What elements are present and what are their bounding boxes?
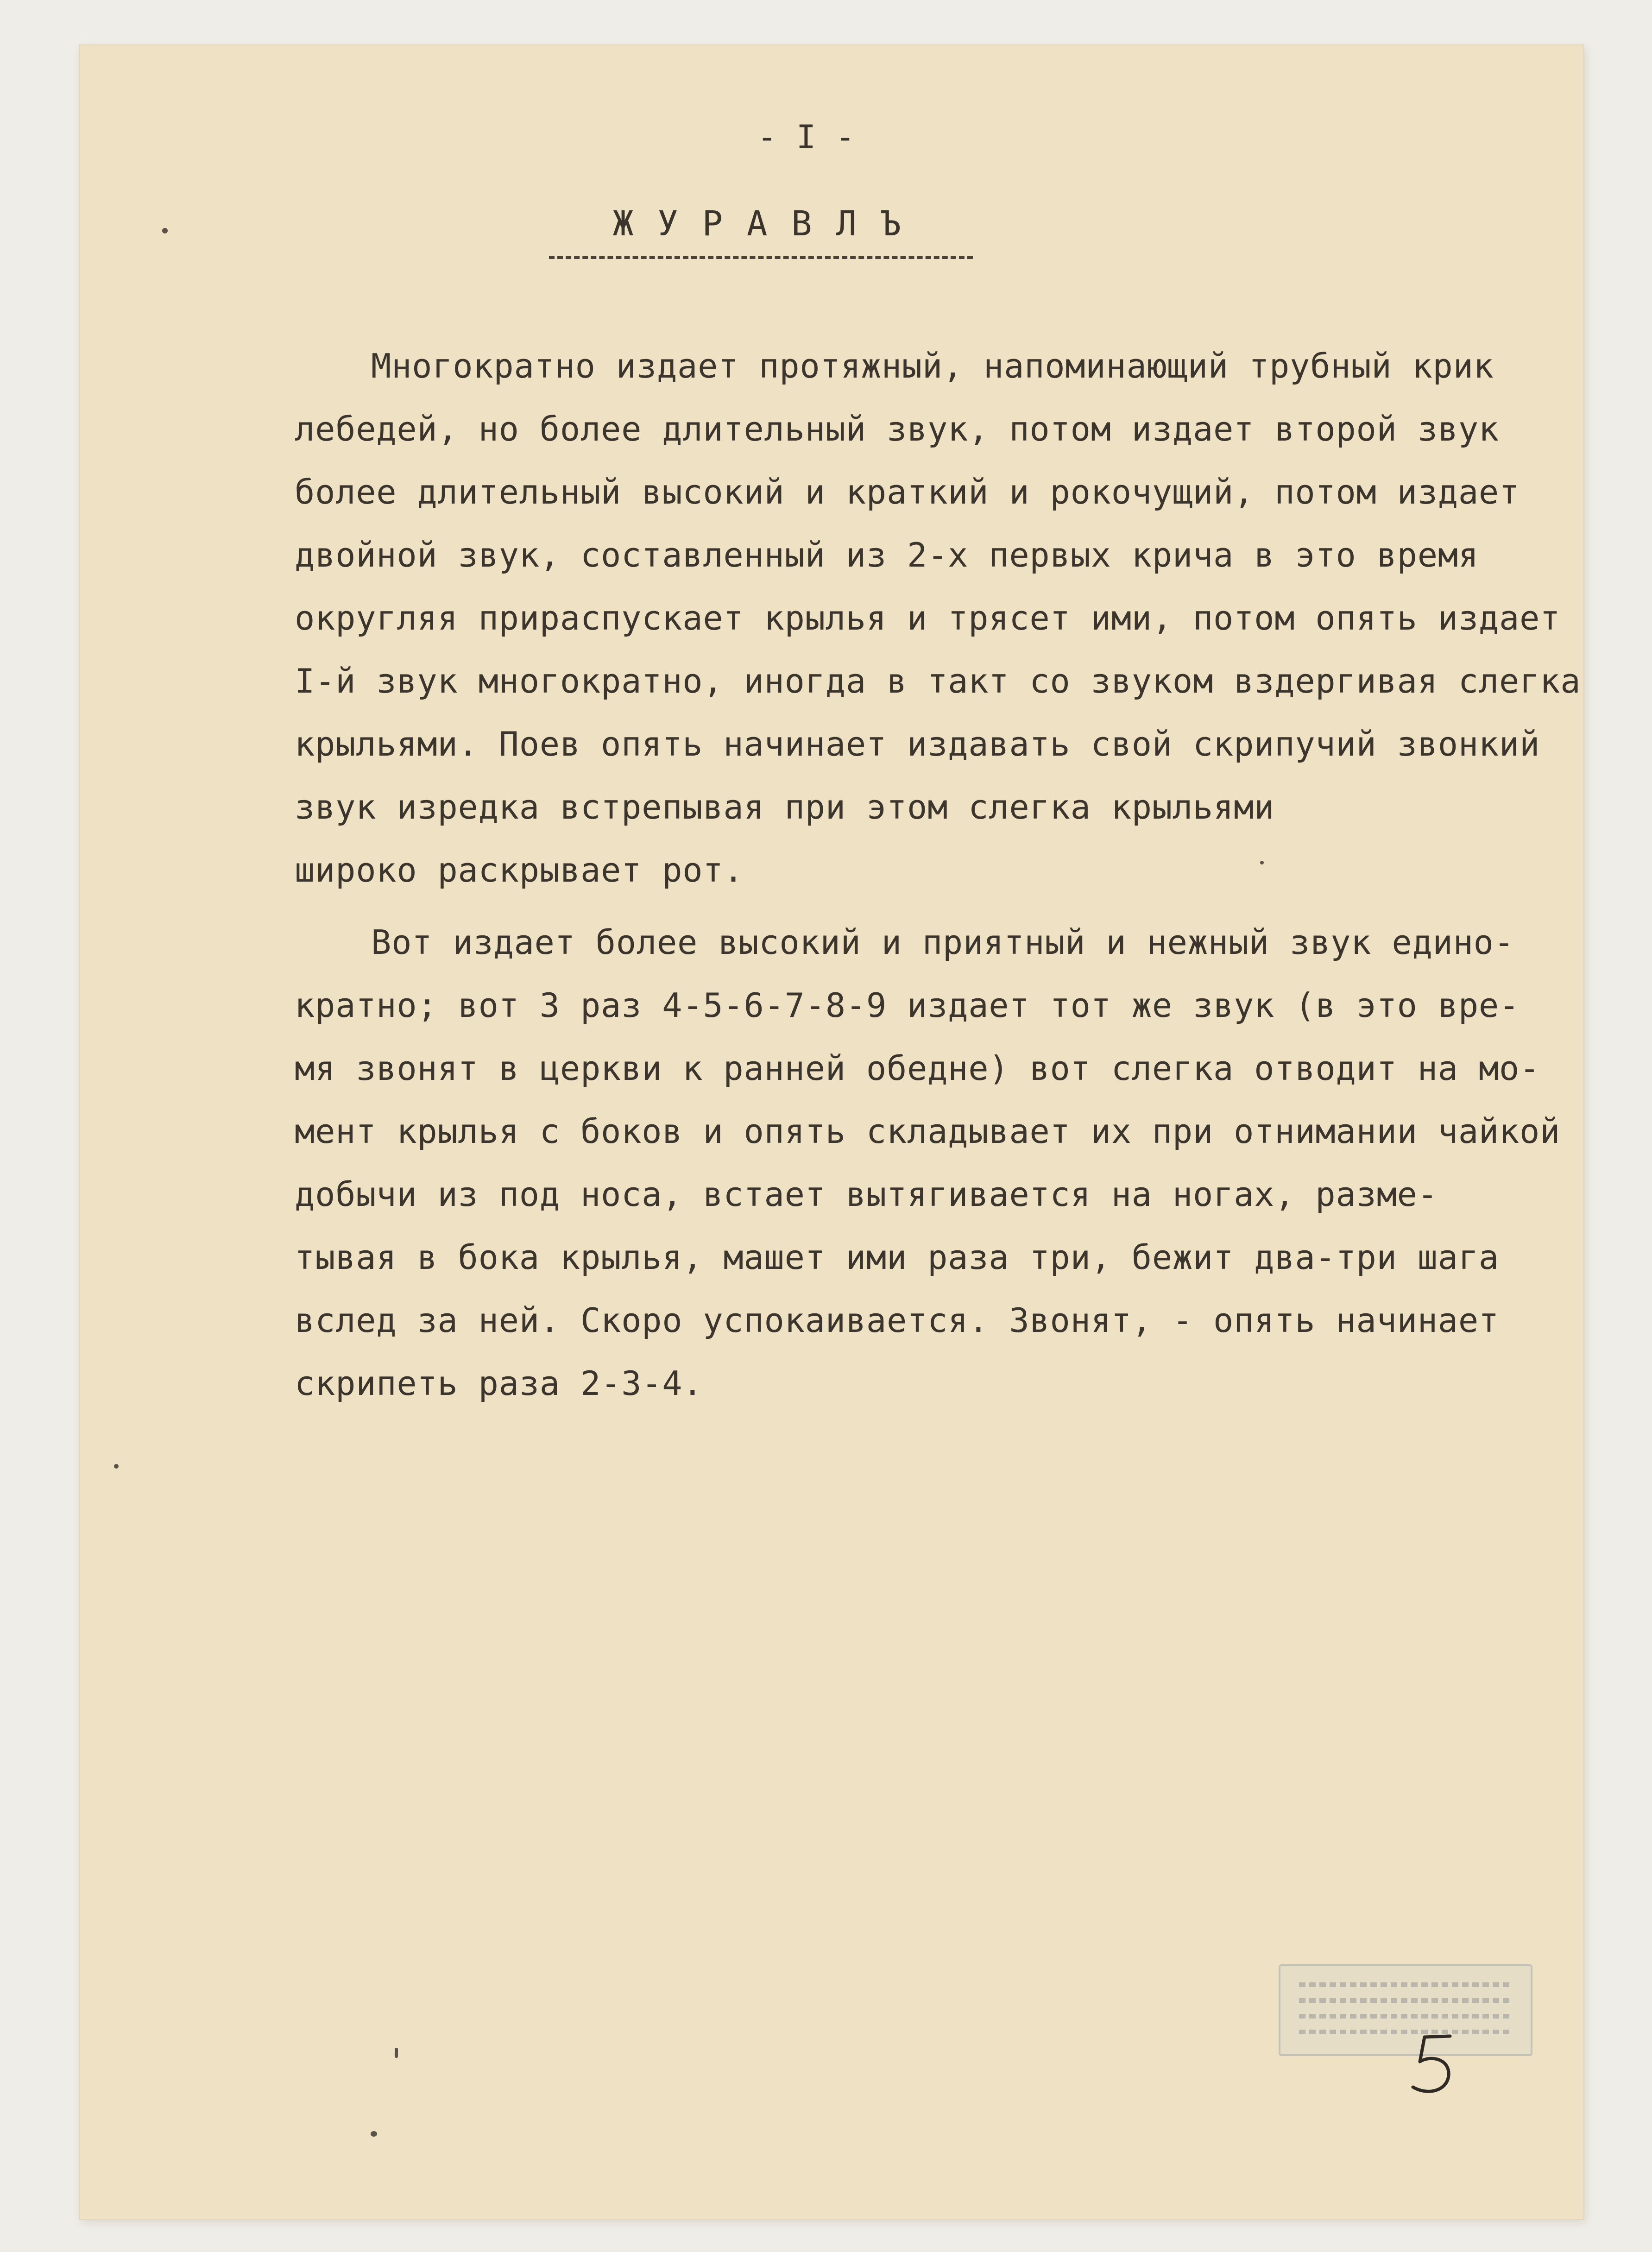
text-line: лебедей, но более длительный звук, потом издает второй звук: [295, 410, 1499, 448]
text-line: Многократно издает протяжный, напоминающий трубный крик: [371, 347, 1494, 385]
paragraph-2: [295, 911, 1587, 1415]
paragraph-gap: [295, 902, 1587, 911]
text-line: звук изредка встрепывая при этом слегка крыльями: [295, 788, 1275, 826]
paragraph-1: [295, 334, 1587, 902]
document-title: ЖУРАВЛЪ: [612, 204, 926, 244]
handwritten-folio-number: [1406, 2027, 1462, 2101]
text-line: мя звонят в церкви к ранней обедне) вот слегка отводит на мо-: [295, 1049, 1540, 1088]
text-line: вслед за ней. Скоро успокаивается. Звонят, - опять начинает: [295, 1301, 1499, 1340]
paper-speck: [1260, 861, 1264, 864]
text-line: I-й звук многократно, иногда в такт со звуком вздергивая слегка: [295, 662, 1581, 700]
stamp-text-lines: [1299, 1982, 1512, 2045]
text-line: округляя прираспускает крылья и трясет ими, потом опять издает: [295, 599, 1561, 637]
paper-speck: [114, 1464, 119, 1469]
paper-speck: [162, 228, 168, 233]
title-underline: [549, 256, 973, 259]
text-line: широко раскрывает рот.: [295, 851, 744, 889]
archive-stamp: [1279, 1964, 1532, 2056]
text-line: добычи из под носа, встает вытягивается на ногах, разме-: [295, 1175, 1438, 1214]
text-line: более длительный высокий и краткий и рокочущий, потом издает: [295, 473, 1520, 511]
text-line: мент крылья с боков и опять складывает их при отнимании чайкой: [295, 1112, 1561, 1151]
paper-speck: [371, 2131, 377, 2137]
text-line: кратно; вот 3 раз 4-5-6-7-8-9 издает тот же звук (в это вре-: [295, 986, 1520, 1025]
document-body: [295, 334, 1587, 1415]
page-number: - I -: [757, 118, 855, 156]
text-line: Вот издает более высокий и приятный и нежный звук едино-: [371, 923, 1514, 962]
text-line: двойной звук, составленный из 2-х первых крича в это время: [295, 536, 1479, 574]
paper-speck: [395, 2048, 398, 2058]
text-line: тывая в бока крылья, машет ими раза три, бежит два-три шага: [295, 1238, 1499, 1277]
text-line: скрипеть раза 2-3-4.: [295, 1364, 703, 1403]
text-line: крыльями. Поев опять начинает издавать свой скрипучий звонкий: [295, 725, 1540, 763]
